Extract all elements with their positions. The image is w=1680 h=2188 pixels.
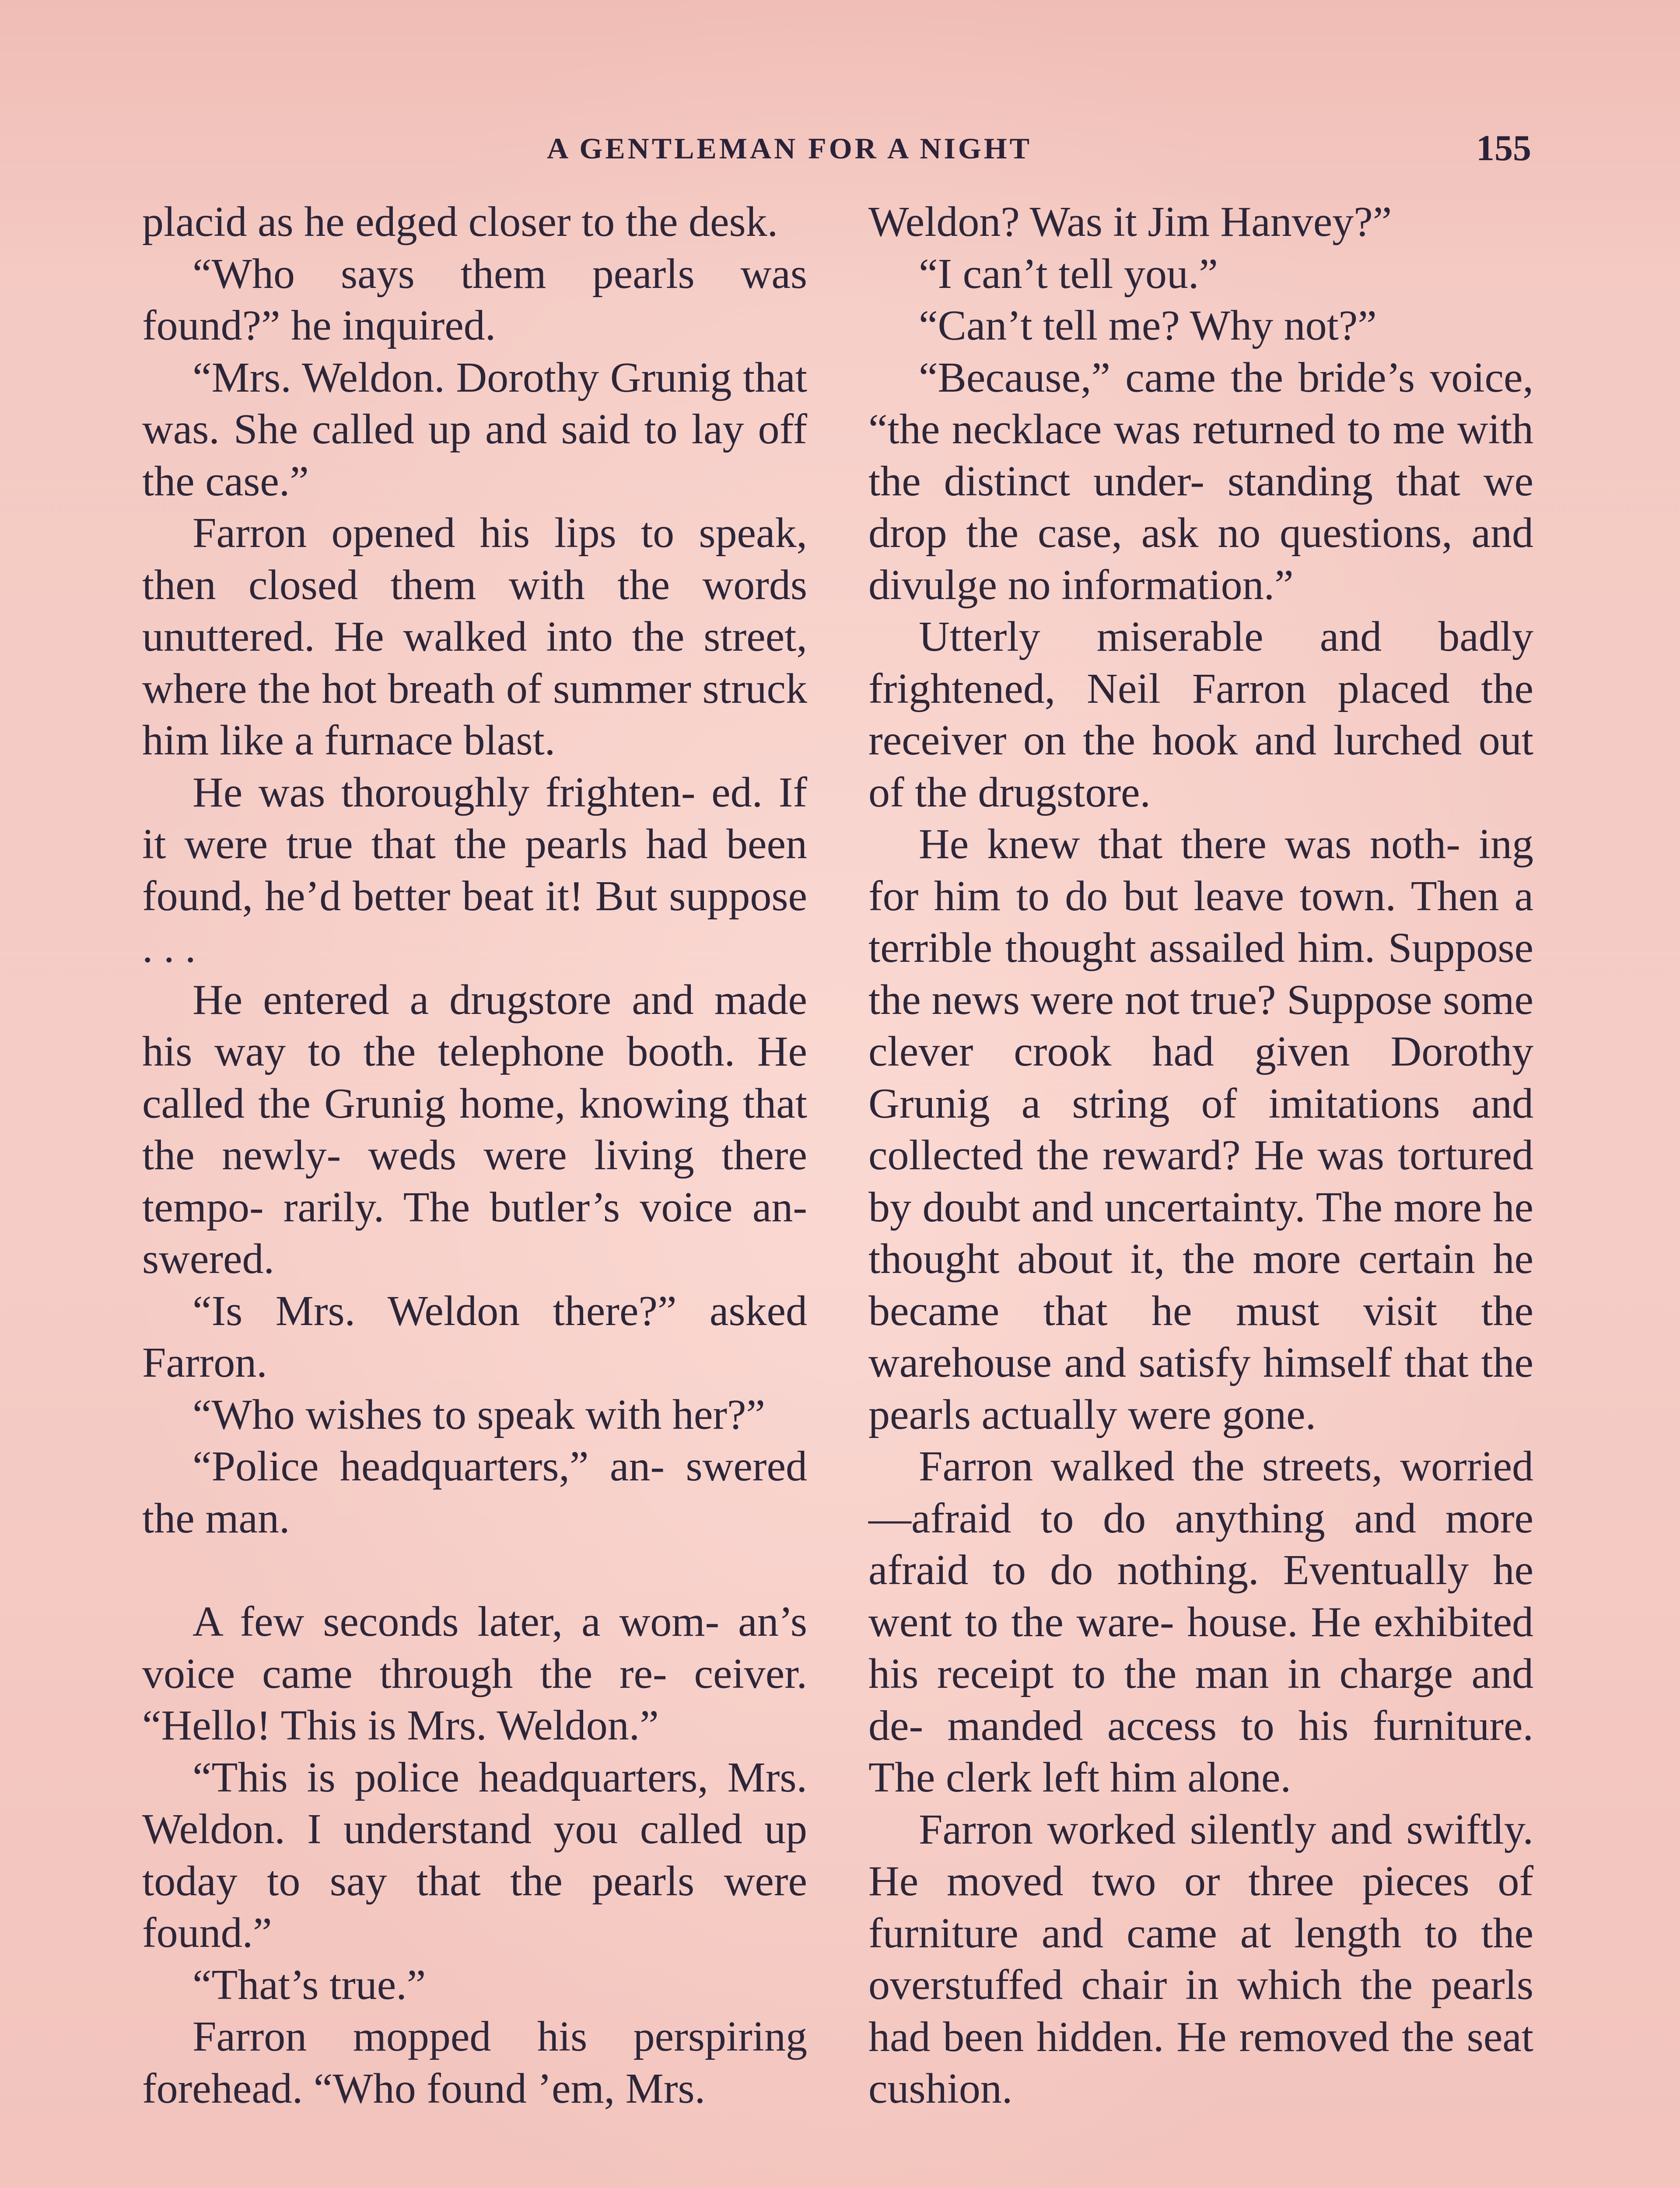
paragraph: “Police headquarters,” an- swered the man.	[142, 1443, 807, 1542]
paragraph: Weldon? Was it Jim Hanvey?”	[868, 198, 1392, 245]
paragraph: “Who says them pearls was found?” he inquired.	[142, 250, 807, 349]
paragraph: placid as he edged closer to the desk.	[142, 198, 778, 245]
paragraph: Farron mopped his perspiring forehead. “Who found ’em, Mrs.	[142, 2013, 807, 2112]
paragraph: “Because,” came the bride’s voice, “the necklace was returned to me with the distinct under- standing that we drop the case, ask no questions, and divulge no information.”	[868, 354, 1533, 609]
paragraph: “I can’t tell you.”	[919, 250, 1218, 298]
paragraph: “Mrs. Weldon. Dorothy Grunig that was. She called up and said to lay off the case.”	[142, 354, 807, 505]
paragraph: “This is police headquarters, Mrs. Weldon. I understand you called up today to say that the pearls were found.”	[142, 1753, 807, 1957]
paragraph: He was thoroughly frighten- ed. If it were true that the pearls had been found, he’d better beat it! But suppose . . .	[142, 768, 807, 971]
right-column	[868, 196, 1533, 2115]
paragraph: Farron walked the streets, worried—afraid to do anything and more afraid to do nothing. Eventually he went to the ware- house. He exhibited his receipt to the man in charge and de- manded access to his furniture. The clerk left him alone.	[868, 1443, 1533, 1801]
paragraph: Utterly miserable and badly frightened, Neil Farron placed the receiver on the hook and lurched out of the drugstore.	[868, 613, 1533, 816]
paragraph: “Can’t tell me? Why not?”	[919, 302, 1377, 349]
paragraph: “Who wishes to speak with her?”	[192, 1391, 765, 1438]
page-number: 155	[1476, 128, 1531, 168]
running-title: A GENTLEMAN FOR A NIGHT	[547, 132, 1032, 165]
paragraph: Farron opened his lips to speak, then closed them with the words unuttered. He walked into the street, where the hot breath of summer struck him like a furnace blast.	[142, 509, 807, 764]
left-column	[142, 196, 807, 2114]
paragraph: He entered a drugstore and made his way to the telephone booth. He called the Grunig home, knowing that the newly- weds were living there tempo- rarily. The butler’s voice an- swered.	[142, 976, 807, 1283]
paragraph: “That’s true.”	[192, 1961, 426, 2009]
paragraph: “Is Mrs. Weldon there?” asked Farron.	[142, 1287, 807, 1386]
paragraph: A few seconds later, a wom- an’s voice came through the re- ceiver. “Hello! This is Mrs. Weldon.”	[142, 1598, 807, 1749]
paragraph: Farron worked silently and swiftly. He moved two or three pieces of furniture and came at length to the overstuffed chair in which the pearls had been hidden. He removed the seat cushion.	[868, 1806, 1533, 2112]
paragraph: He knew that there was noth- ing for him to do but leave town. Then a terrible thought assailed him. Suppose the news were not true? Suppose some clever crook had given Dorothy Grunig a string of imitations and collected the reward? He was tortured by doubt and uncertainty. The more he thought about it, the more certain he became that he must visit the warehouse and satisfy himself that the pearls actually were gone.	[868, 820, 1533, 1438]
